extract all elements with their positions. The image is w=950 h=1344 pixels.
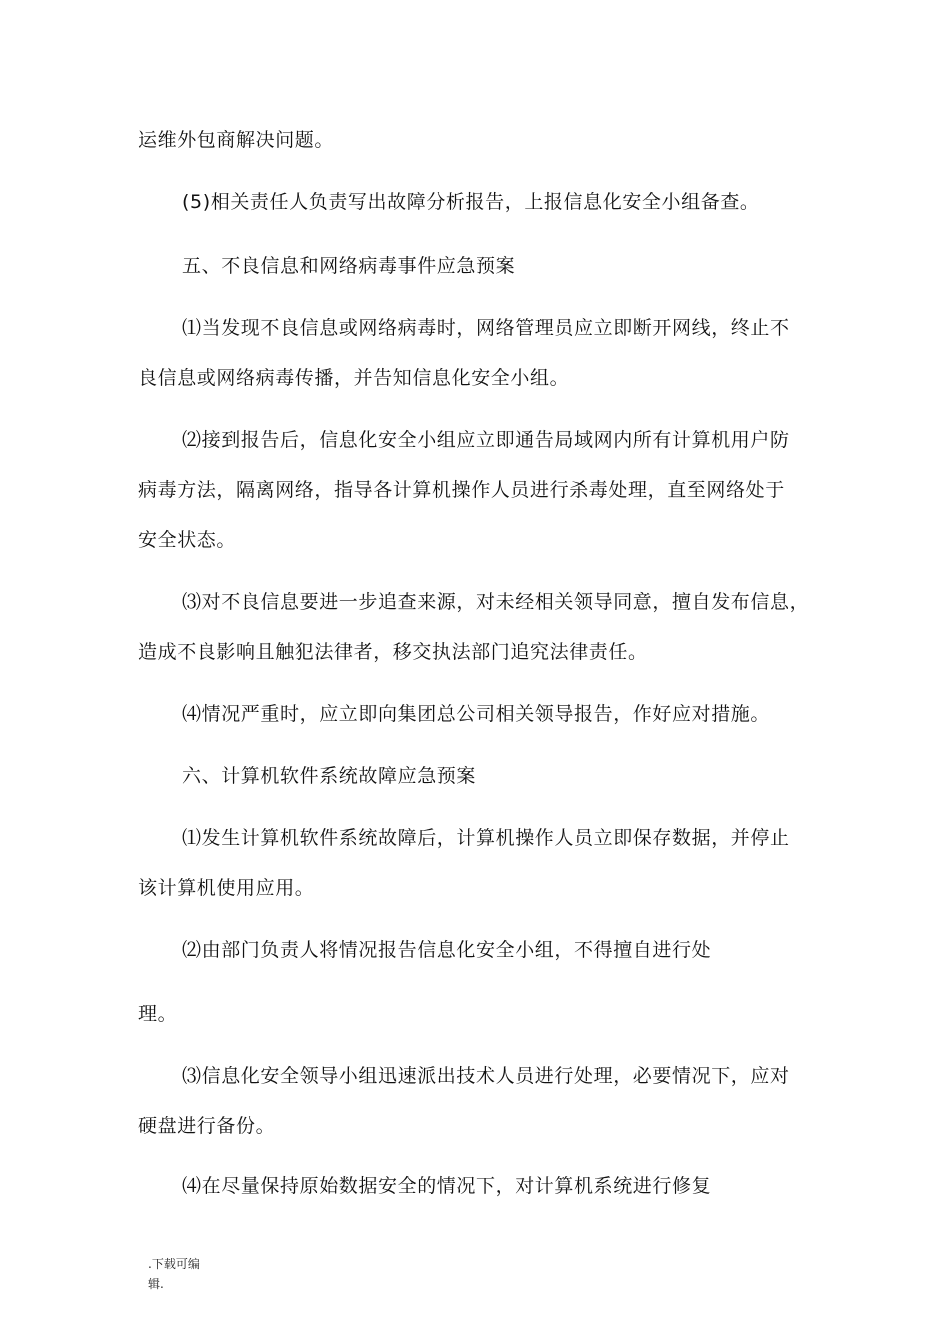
footer-note-line-1: .下载可编	[148, 1257, 200, 1271]
text-line-11: ⑷情况严重时，应立即向集团总公司相关领导报告，作好应对措施。	[182, 703, 771, 725]
text-line-9: ⑶对不良信息要进一步追查来源，对未经相关领导同意，擅自发布信息，	[182, 591, 810, 613]
text-line-14: 该计算机使用应用。	[138, 877, 315, 899]
text-line-8: 安全状态。	[138, 529, 237, 551]
section-heading-5: 五、不良信息和网络病毒事件应急预案	[182, 255, 516, 277]
text-line-15: ⑵由部门负责人将情况报告信息化安全小组，不得擅自进行处	[182, 939, 712, 961]
text-line-16: 理。	[138, 1003, 178, 1025]
section-heading-6: 六、计算机软件系统故障应急预案	[182, 765, 477, 787]
text-line-1: 运维外包商解决问题。	[138, 129, 335, 151]
text-line-7: 病毒方法，隔离网络，指导各计算机操作人员进行杀毒处理，直至网络处于	[138, 479, 785, 501]
text-line-5: 良信息或网络病毒传播，并告知信息化安全小组。	[138, 367, 570, 389]
text-line-13: ⑴发生计算机软件系统故障后，计算机操作人员立即保存数据，并停止	[182, 827, 790, 849]
text-line-4: ⑴当发现不良信息或网络病毒时，网络管理员应立即断开网线，终止不	[182, 317, 790, 339]
text-line-2: (5)相关责任人负责写出故障分析报告，上报信息化安全小组备查。	[182, 191, 760, 213]
text-line-17: ⑶信息化安全领导小组迅速派出技术人员进行处理，必要情况下，应对	[182, 1065, 790, 1087]
text-line-6: ⑵接到报告后，信息化安全小组应立即通告局域网内所有计算机用户防	[182, 429, 790, 451]
text-line-19: ⑷在尽量保持原始数据安全的情况下，对计算机系统进行修复	[182, 1175, 712, 1197]
footer-note-line-2: 辑.	[148, 1277, 164, 1291]
text-line-10: 造成不良影响且触犯法律者，移交执法部门追究法律责任。	[138, 641, 648, 663]
text-line-18: 硬盘进行备份。	[138, 1115, 276, 1137]
